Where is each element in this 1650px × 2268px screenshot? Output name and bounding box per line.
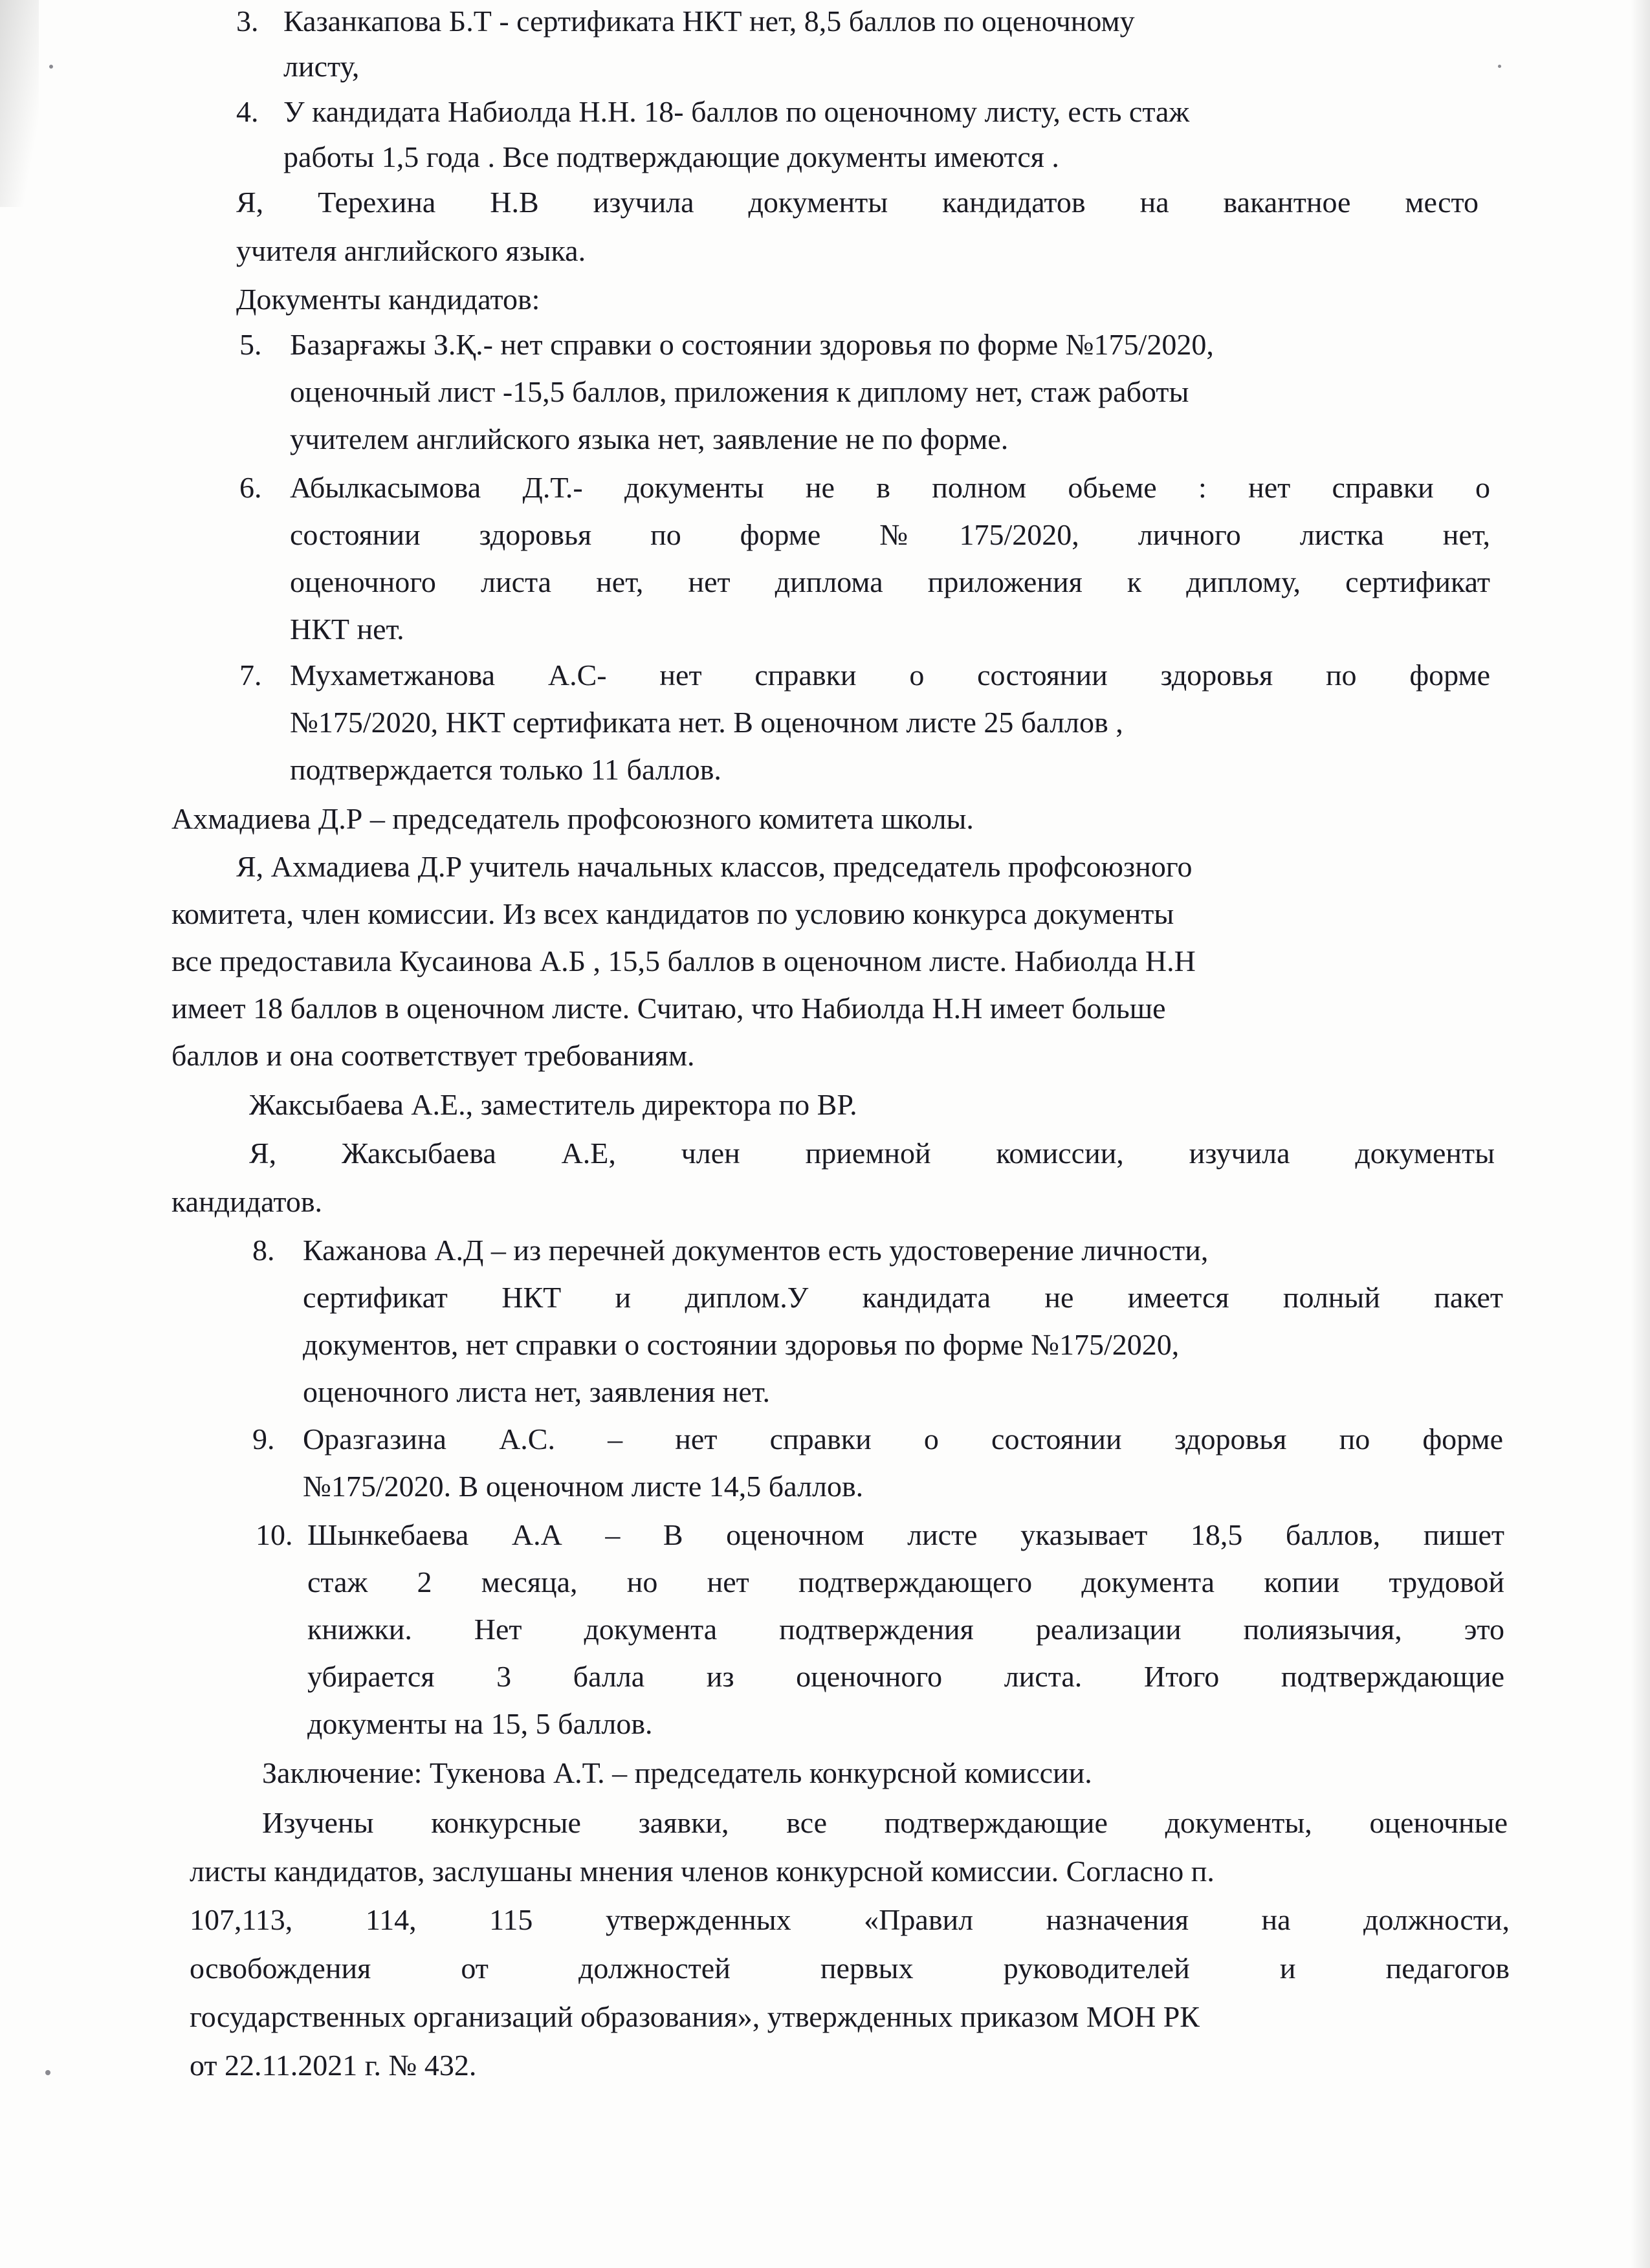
paragraph-line: 107,113, 114, 115 утвержденных «Правил назначения на должности,: [190, 1903, 1510, 1936]
paragraph-line: комитета, член комиссии. Из всех кандидатов по условию конкурса документы: [171, 897, 1174, 930]
section-heading: Заключение: Тукенова А.Т. – председатель конкурсной комиссии.: [262, 1756, 1092, 1789]
item-text: книжки. Нет документа подтверждения реализации полиязычия, это: [307, 1613, 1504, 1646]
item-number: 7.: [239, 659, 262, 692]
item-text: Казанкапова Б.Т - сертификата НКТ нет, 8,5 баллов по оценочному: [283, 5, 1135, 38]
item-text: убирается 3 балла из оценочного листа. Итого подтверждающие: [307, 1660, 1504, 1693]
paragraph-line: Я, Ахмадиева Д.Р учитель начальных классов, председатель профсоюзного: [236, 850, 1193, 883]
paragraph-line: Я, Жаксыбаева А.Е, член приемной комиссии, изучила документы: [249, 1137, 1495, 1170]
section-heading: Жаксыбаева А.Е., заместитель директора по ВР.: [249, 1088, 857, 1121]
item-text: оценочного листа нет, нет диплома приложения к диплому, сертификат: [290, 565, 1490, 598]
item-text: оценочный лист -15,5 баллов, приложения к диплому нет, стаж работы: [290, 375, 1189, 408]
item-number: 5.: [239, 328, 262, 361]
section-heading: Ахмадиева Д.Р – председатель профсоюзного комитета школы.: [171, 802, 974, 835]
page-edge-shadow: [1631, 0, 1650, 2268]
paragraph-line: учителя английского языка.: [236, 234, 586, 267]
scan-speck: [1498, 65, 1501, 68]
item-text: У кандидата Набиолда Н.Н. 18- баллов по оценочному листу, есть стаж: [283, 95, 1190, 128]
item-text: учителем английского языка нет, заявление не по форме.: [290, 422, 1009, 455]
paragraph-line: Я, Терехина Н.В изучила документы кандидатов на вакантное место: [236, 186, 1479, 219]
item-text: НКТ нет.: [290, 613, 404, 646]
paragraph-line: листы кандидатов, заслушаны мнения членов конкурсной комиссии. Согласно п.: [190, 1855, 1215, 1888]
section-heading: Документы кандидатов:: [236, 283, 540, 316]
item-text: стаж 2 месяца, но нет подтверждающего документа копии трудовой: [307, 1565, 1504, 1598]
paragraph-line: кандидатов.: [171, 1185, 323, 1218]
item-number: 4.: [236, 95, 259, 128]
item-text: Абылкасымова Д.Т.- документы не в полном обьеме : нет справки о: [290, 471, 1490, 504]
item-text: сертификат НКТ и диплом.У кандидата не имеется полный пакет: [303, 1281, 1503, 1314]
item-text: подтверждается только 11 баллов.: [290, 753, 721, 786]
item-number: 3.: [236, 5, 259, 38]
item-text: Шынкебаева А.А – В оценочном листе указывает 18,5 баллов, пишет: [307, 1518, 1504, 1551]
item-text: Мухаметжанова А.С- нет справки о состоянии здоровья по форме: [290, 659, 1490, 692]
paragraph-line: имеет 18 баллов в оценочном листе. Считаю, что Набиолда Н.Н имеет больше: [171, 992, 1166, 1025]
item-text: работы 1,5 года . Все подтверждающие документы имеются .: [283, 140, 1059, 173]
item-text: №175/2020, НКТ сертификата нет. В оценочном листе 25 баллов ,: [290, 706, 1123, 739]
paragraph-line: все предоставила Кусаинова А.Б , 15,5 баллов в оценочном листе. Набиолда Н.Н: [171, 944, 1196, 977]
item-number: 10.: [256, 1518, 293, 1551]
item-text: оценочного листа нет, заявления нет.: [303, 1375, 770, 1408]
item-text: состоянии здоровья по форме №175/2020, личного листка нет,: [290, 518, 1490, 551]
item-text: листу,: [283, 50, 360, 83]
item-text: документов, нет справки о состоянии здоровья по форме №175/2020,: [303, 1328, 1180, 1361]
paragraph-line: государственных организаций образования», утвержденных приказом МОН РК: [190, 2000, 1200, 2033]
scan-speck: [49, 65, 53, 69]
item-text: Оразгазина А.С. – нет справки о состоянии здоровья по форме: [303, 1423, 1503, 1456]
paragraph-line: от 22.11.2021 г. № 432.: [190, 2049, 477, 2082]
paragraph-line: Изучены конкурсные заявки, все подтверждающие документы, оценочные: [262, 1806, 1508, 1839]
item-text: документы на 15, 5 баллов.: [307, 1707, 653, 1740]
item-number: 8.: [252, 1234, 275, 1267]
scan-speck: [45, 2070, 50, 2075]
item-text: №175/2020. В оценочном листе 14,5 баллов.: [303, 1470, 864, 1503]
item-number: 6.: [239, 471, 262, 504]
paragraph-line: освобождения от должностей первых руководителей и педагогов: [190, 1952, 1510, 1985]
item-text: Базарғажы З.Қ.- нет справки о состоянии здоровья по форме №175/2020,: [290, 328, 1214, 361]
item-number: 9.: [252, 1423, 275, 1456]
item-text: Кажанова А.Д – из перечней документов есть удостоверение личности,: [303, 1234, 1209, 1267]
corner-fold-shadow: [0, 0, 39, 207]
paragraph-line: баллов и она соответствует требованиям.: [171, 1039, 695, 1072]
